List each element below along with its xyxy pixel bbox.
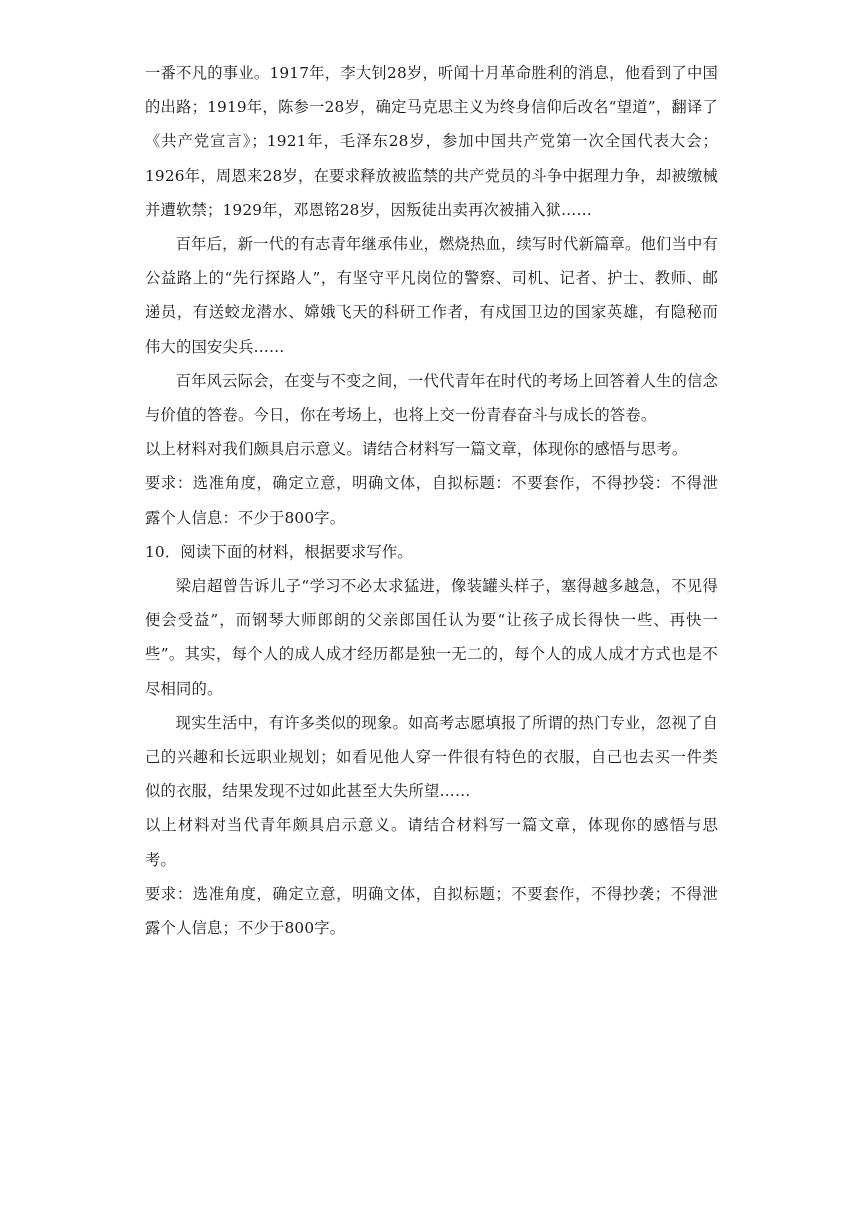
paragraph-century-later: 百年后，新一代的有志青年继承伟业，燃烧热血，续写时代新篇章。他们当中有公益路上的“先行探路人”，有坚守平凡岗位的警察、司机、记者、护士、教师、邮递员，有送蛟龙潜水、嫦娥飞天的科研工作者，有戍国卫边的国家英雄，有隐秘而伟大的国安尖兵…… [145, 235, 718, 356]
document-page [145, 56, 718, 945]
requirements-question-9: 要求：选准角度，确定立意，明确文体，自拟标题：不要套作，不得抄袋：不得泄露个人信息：不少于800字。 [145, 474, 718, 527]
paragraph-century-clouds: 百年风云际会，在变与不变之间，一代代青年在时代的考场上回答着人生的信念与价值的答卷。今日，你在考场上，也将上交一份青春奋斗与成长的答卷。 [145, 371, 718, 425]
paragraph-real-life: 现实生活中，有许多类似的现象。如高考志愿填报了所谓的热门专业，忽视了自己的兴趣和长远职业规划；如看见他人穿一件很有特色的衣服，自己也去买一件类似的衣服，结果发现不过如此甚至大失所望…… [145, 713, 718, 801]
requirements-question-10: 要求：选准角度，确定立意，明确文体，自拟标题；不要套作，不得抄袭；不得泄露个人信息；不少于800字。 [145, 884, 718, 938]
prompt-question-10: 以上材料对当代青年颇具启示意义。请结合材料写一篇文章，体现你的感悟与思考。 [145, 816, 718, 869]
question-10-heading: 10．阅读下面的材料，根据要求写作。 [145, 542, 413, 561]
paragraph-continuation: 一番不凡的事业。1917年，李大钊28岁，听闻十月革命胜利的消息，他看到了中国的出路；1919年，陈参一28岁，确定马克思主义为终身信仰后改名“望道”，翻译了《共产党宣言》；1921年，毛泽东28岁，参加中国共产党第一次全国代表大会；1926年，周恩来28岁，在要求释放被监禁的共产党员的斗争中据理力争，却被缴械并遭软禁；1929年，邓恩铭28岁，因叛徒出卖再次被捕入狱…… [145, 64, 718, 219]
prompt-question-9: 以上材料对我们颇具启示意义。请结合材料写一篇文章，体现你的感悟与思考。 [145, 440, 688, 459]
paragraph-liang-qichao: 梁启超曾告诉儿子“学习不必太求猛进，像装罐头样子，塞得越多越急，不见得便会受益”，而钢琴大师郎朗的父亲郎国任认为要“让孩子成长得快一些、再快一些”。其实，每个人的成人成才经历都是独一无二的，每个人的成人成才方式也是不尽相同的。 [145, 577, 718, 698]
